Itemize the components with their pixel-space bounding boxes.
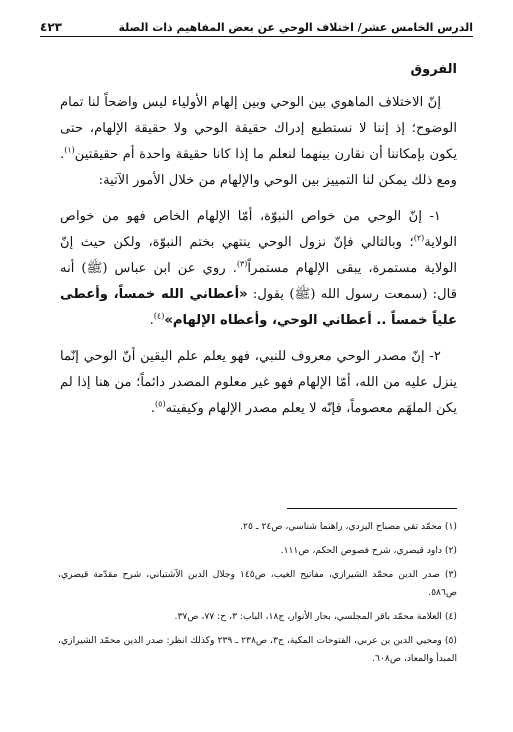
point-1-text-b: ؛ وبالتالي فإنّ نزول الوحي ينتهي بختم النبوّة، ولكن حيث إنّ الولاية مستمرة، يبقى الإلهام مستمراً xyxy=(60,235,458,276)
paragraph-point-1 xyxy=(60,204,457,334)
footnote-3: (٣) صدر الدين محمّد الشيرازي، مفاتيح الغيب، ص١٤٥ وجلال الدين الآشتياني، شرح مقدّمة قيصري، ص٥٨٦. xyxy=(58,569,457,598)
point-2-text: ٢- إنّ مصدر الوحي معروف للنبي، فهو يعلم علم اليقين أنّ الوحي إنّما ينزل عليه من الله، أمّا الإلهام فهو غير معلوم المصدر دائماً؛ من هنا إذا لم يكن الملهَم معصوماً، فإنّه لا يعلم مصدر الإلهام وكيفيته xyxy=(60,349,457,416)
footnote-ref-3: (٣) xyxy=(236,259,248,269)
footnote-1: (١) محمّد تقي مصباح اليزدي، راهنما شناسي، ص٢٤ ـ ٢٥. xyxy=(240,521,457,532)
footnote-ref-5: (٥) xyxy=(155,399,166,409)
point-1-text-a: ١- إنّ الوحي من خواص النبوّة، أمّا الإلهام الخاص فهو من خواص الولاية xyxy=(60,209,457,250)
paragraph-point-2 xyxy=(60,344,457,422)
body-text xyxy=(60,90,457,432)
footnote-2: (٢) داود قيصري، شرح فصوص الحكم، ص١١١. xyxy=(280,545,457,556)
running-header xyxy=(40,14,473,34)
hadith-quote: «أعطاني الله خمساً، وأعطى علياً خمساً .. أعطاني الوحي، وأعطاه الإلهام» xyxy=(60,287,457,328)
footnote-ref-2: (٢) xyxy=(413,233,425,243)
footnotes xyxy=(58,518,457,674)
point-2-text-end: . xyxy=(150,401,156,416)
footnote-4: (٤) العلامة محمّد باقر المجلسي، بحار الأنوار، ج١٨، الباب: ٣، ح: ٧٧، ص٣٧. xyxy=(174,611,457,622)
footnote-ref-4: (٤) xyxy=(153,311,165,321)
footnote-rule xyxy=(287,508,457,509)
paragraph-intro-text-end: . ومع ذلك يمكن لنا التمييز بين الوحي والإلهام من خلال الأمور الآتية: xyxy=(60,147,457,188)
page-number: ٤٢٣ xyxy=(40,20,62,34)
point-1-text-d: . xyxy=(149,313,154,328)
running-header-title: الدرس الخامس عشر/ اختلاف الوحي عن بعض المفاهيم ذات الصلة xyxy=(118,21,473,34)
header-rule xyxy=(40,36,473,37)
paragraph-intro xyxy=(60,90,457,194)
footnote-5: (٥) ومحيي الدين بن عربي، الفتوحات المكية، ج٣، ص٢٣٨ ـ ٢٣٩ وكذلك انظر: صدر الدين محمّد الشيرازي، المبدأ والمعاد، ص٦٠٨. xyxy=(58,635,457,664)
point-1-text-c: . روي عن ابن عباس (ﷺ) أنه قال: (سمعت رسول الله (ﷺ) يقول: xyxy=(60,261,457,302)
paragraph-intro-text: إنّ الاختلاف الماهوي بين الوحي وبين إلهام الأولياء ليس واضحاً لنا تمام الوضوح؛ إذ إننا لا نستطيع إدراك حقيقة الوحي ولا حقيقة الإلهام، حتى يكون بإمكاننا أن نقارن بينهما لنعلم ما إذا كانا حقيقة واحدة أم حقيقتين xyxy=(60,95,457,162)
section-title: الفروق xyxy=(410,62,457,77)
footnote-ref-1: (١) xyxy=(64,145,75,155)
